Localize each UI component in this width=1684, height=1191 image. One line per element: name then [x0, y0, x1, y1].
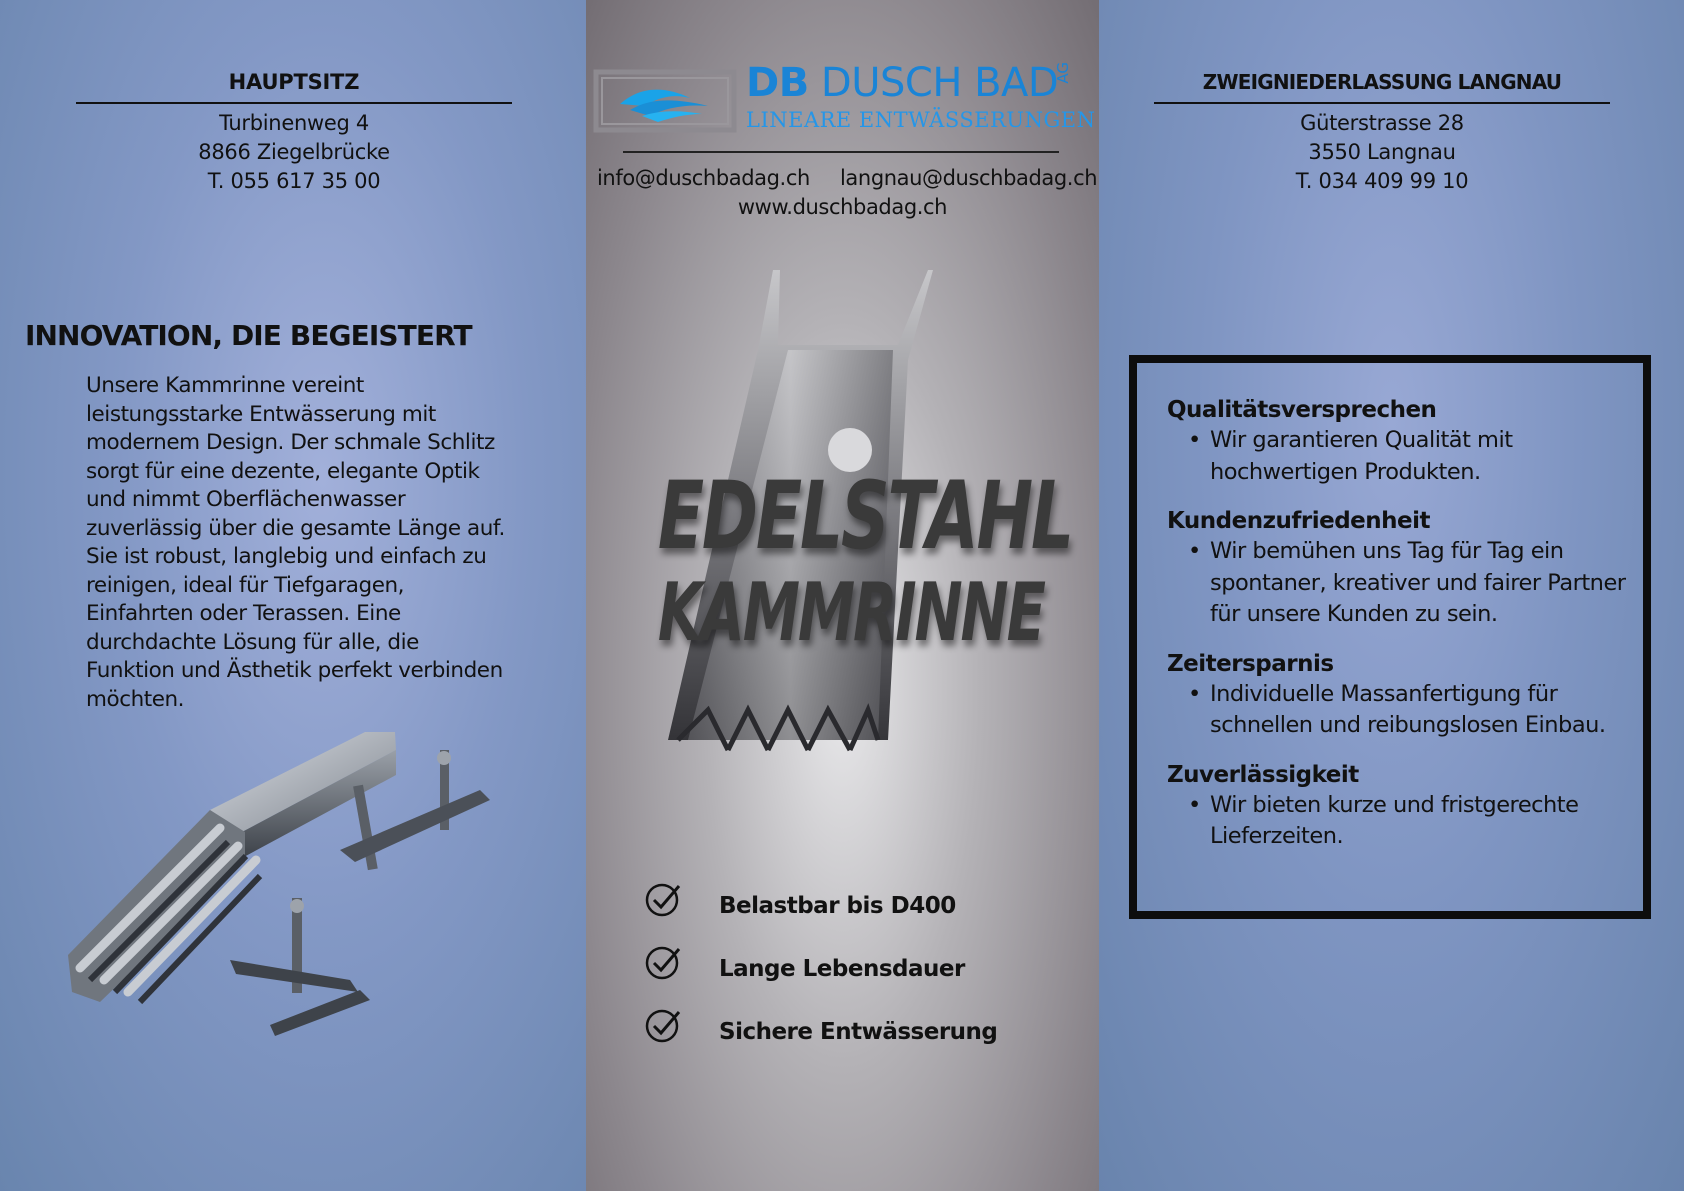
headquarters-city: 8866 Ziegelbrücke — [198, 140, 390, 164]
drain-installation-image — [60, 730, 520, 1080]
logo-brand-bold: DB — [746, 60, 809, 106]
feature-checklist — [645, 880, 1065, 1069]
email-main-link[interactable]: info@duschbadag.ch — [597, 166, 810, 190]
website-link[interactable]: www.duschbadag.ch — [737, 195, 948, 219]
logo-brand — [746, 60, 1058, 106]
benefit-text: • Wir garantieren Qualität mit hochwertigen Produkten. — [1167, 425, 1637, 488]
benefits-box — [1129, 355, 1651, 919]
benefit-title: Zuverlässigkeit — [1167, 761, 1359, 788]
branch-city: 3550 Langnau — [1308, 140, 1456, 164]
logo-divider — [623, 151, 1059, 153]
benefit-text: • Wir bemühen uns Tag für Tag ein spontaner, kreativer und fairer Partner für unsere Kunden zu sein. — [1167, 536, 1637, 631]
benefit-text: • Wir bieten kurze und fristgerechte Lieferzeiten. — [1167, 790, 1637, 853]
feature-label: Lange Lebensdauer — [719, 956, 965, 982]
logo-brand-name: DUSCH BAD — [820, 60, 1059, 106]
logo-tagline: LINEARE ENTWÄSSERUNGEN — [746, 108, 1096, 132]
logo-suffix: AG — [1054, 62, 1072, 84]
branch-heading: ZWEIGNIEDERLASSUNG LANGNAU — [1154, 70, 1610, 104]
branch-address — [1154, 70, 1610, 196]
branch-phone: T. 034 409 99 10 — [1295, 169, 1469, 193]
check-circle-icon — [645, 943, 683, 981]
check-circle-icon — [645, 880, 683, 918]
benefit-title: Qualitätsversprechen — [1167, 397, 1437, 423]
headquarters-street: Turbinenweg 4 — [219, 111, 369, 135]
product-title-line2: KAMMRINNE — [657, 566, 1044, 659]
check-circle-icon — [645, 1006, 683, 1044]
benefit-section — [1167, 395, 1637, 488]
benefit-section — [1167, 760, 1637, 853]
product-title-line1: EDELSTAHL — [657, 462, 1072, 571]
benefit-section — [1167, 506, 1637, 631]
email-branch-link[interactable]: langnau@duschbadag.ch — [840, 166, 1098, 190]
intro-body: Unsere Kammrinne vereint leistungsstarke Entwässerung mit modernem Design. Der schmale Schlitz sorgt für eine dezente, elegante Optik und nimmt Oberflächenwasser zuverlässig über die gesamte Länge auf. Sie ist robust, langlebig und einfach zu reinigen, ideal für Tiefgaragen, Einfahrten oder Terassen. Eine durchdachte Lösung für alle, die Funktion und Ästhetik perfekt verbinden möchten. — [86, 373, 505, 712]
benefit-title: Zeitersparnis — [1167, 650, 1334, 677]
headquarters-address — [76, 70, 512, 196]
benefit-text: • Individuelle Massanfertigung für schnellen und reibungslosen Einbau. — [1167, 679, 1637, 742]
wave-drain-logo-icon — [590, 64, 740, 136]
company-logo — [588, 58, 1096, 138]
feature-label: Sichere Entwässerung — [719, 1019, 998, 1045]
headquarters-heading: HAUPTSITZ — [76, 70, 512, 104]
benefit-section — [1167, 649, 1637, 742]
intro-headline: INNOVATION, DIE BEGEISTERT — [25, 319, 472, 352]
feature-label: Belastbar bis D400 — [719, 893, 956, 919]
feature-item — [645, 880, 1065, 943]
feature-item — [645, 1006, 1065, 1069]
feature-item — [645, 943, 1065, 1006]
headquarters-phone: T. 055 617 35 00 — [207, 169, 381, 193]
benefit-title: Kundenzufriedenheit — [1167, 508, 1430, 534]
branch-street: Güterstrasse 28 — [1300, 111, 1464, 135]
